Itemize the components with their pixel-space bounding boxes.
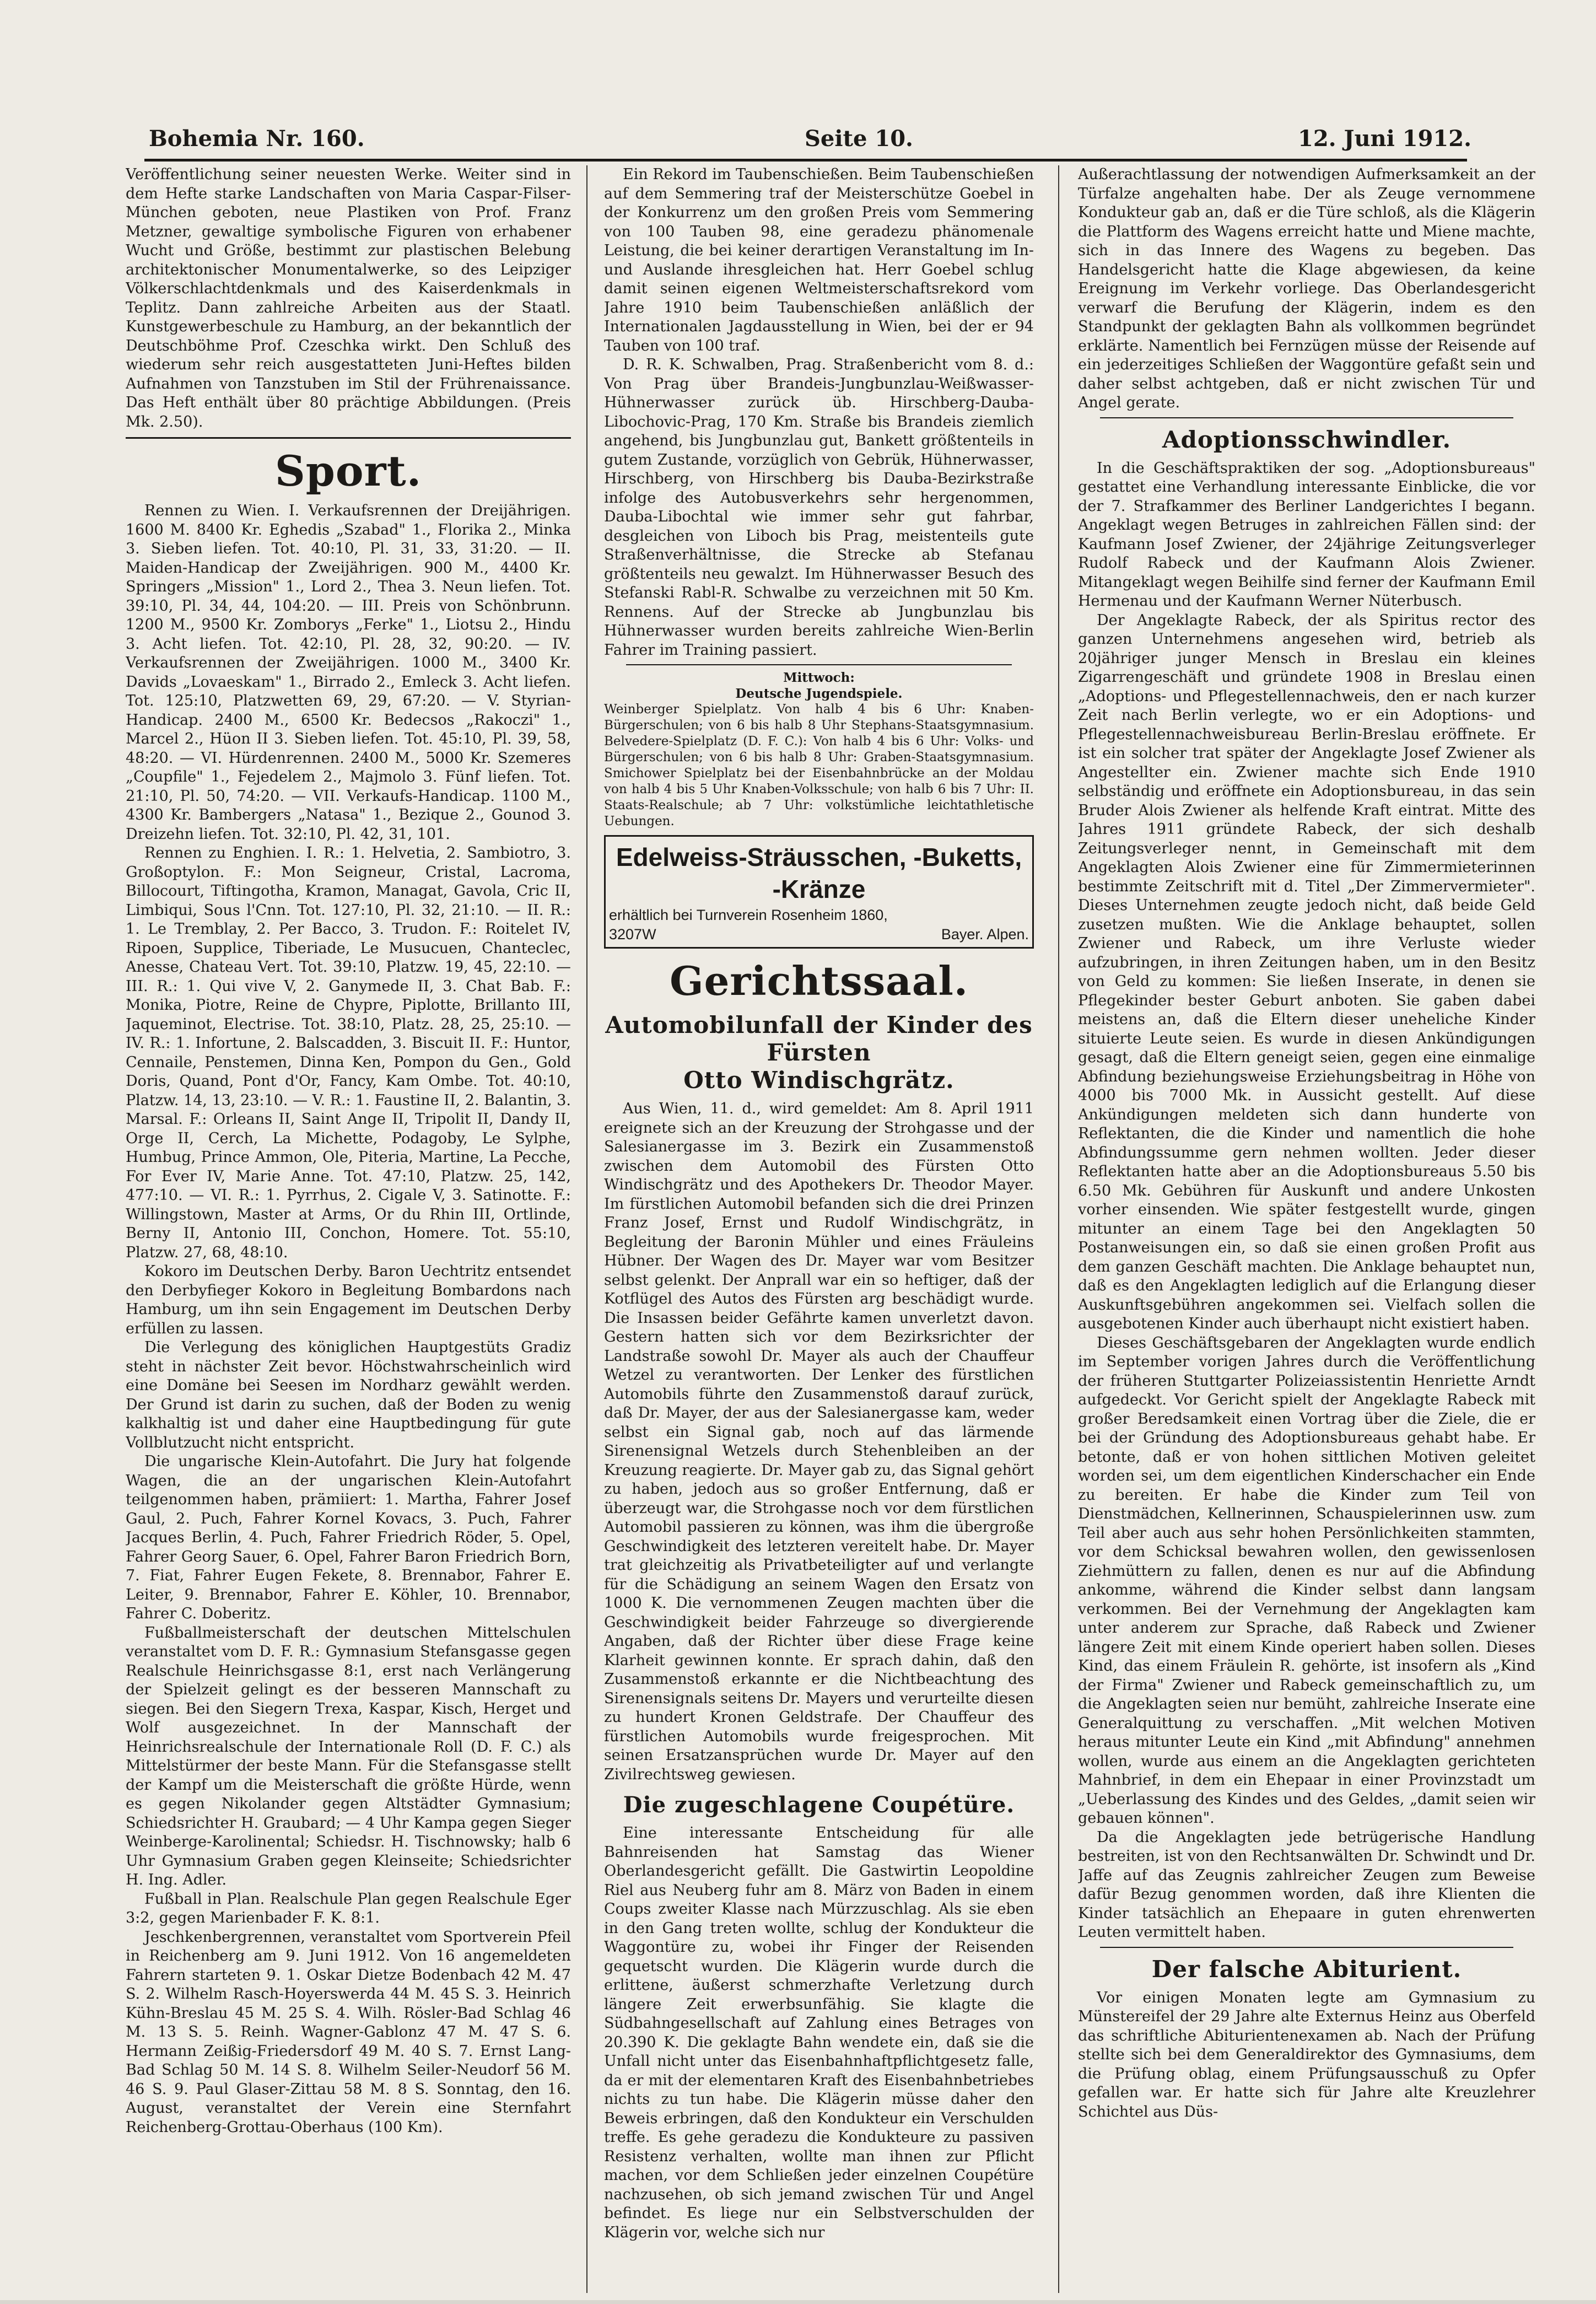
- ad-footer: [609, 925, 1029, 944]
- article-paragraph: Die ungarische Klein-Autofahrt. Die Jury hat folgende Wagen, die an der ungarischen Klein-Autofahrt teilgenommen haben, prämiiert: 1. Martha, Fahrer Josef Gaul, 2. Puch, Fahrer Kornel Kovacs, 3. Puch, Fahrer Jacques Berlin, 4. Puch, Fahrer Friedrich Röder, 5. Opel, Fahrer Georg Sauer, 6. Opel, Fahrer Baron Friedrich Born, 7. Fiat, Fahrer Eugen Fekete, 8. Brennabor, Fahrer E. Leiter, 9. Brennabor, Fahrer E. Köhler, 10. Brennabor, Fahrer C. Doberitz.: [126, 1453, 571, 1622]
- notice-text: Weinberger Spielplatz. Von halb 4 bis 6 Uhr: Knaben-Bürgerschulen; von 6 bis halb 8 Uhr Stephans-Staatsgymnasium. Belvedere-Spielplatz (D. F. C.): Von halb 4 bis 6 Uhr: Volks- und Bürgerschulen; von 6 bis halb 8 Uhr: Graben-Staatsgymnasium. Smichower Spielplatz bei der Eisenbahnbrücke an der Moldau von halb 4 bis 5 Uhr Knaben-Volksschule; von halb 6 bis 7 Uhr: II. Staats-Realschule; ab 7 Uhr: volkstümliche leichtathletische Uebungen.: [604, 702, 1034, 828]
- article-paragraph: Jeschkenbergrennen, veranstaltet vom Sportverein Pfeil in Reichenberg am 9. Juni 1912. Von 16 angemeldeten Fahrern starteten 9. 1. Oskar Dietze Bodenbach 42 M. 47 S. 2. Wilhelm Rasch-Hoyerswerda 44 M. 45 S. 3. Heinrich Kühn-Breslau 45 M. 25 S. 4. Wilh. Rösler-Bad Schlag 46 M. 13 S. 5. Reinh. Wagner-Gablonz 47 M. 47 S. 6. Hermann Zeißig-Friedersdorf 49 M. 40 S. 7. Ernst Lang-Bad Schlag 50 M. 14 S. 8. Wilhelm Seiler-Neudorf 56 M. 46 S. 9. Paul Glaser-Zittau 58 M. 8 S. Sonntag, den 16. August, veranstaltet der Verein eine Sternfahrt Reichenberg-Grottau-Oberhaus (100 Km).: [126, 1928, 571, 2136]
- section-rule: [1100, 417, 1513, 418]
- header-issue: Bohemia Nr. 160.: [149, 126, 365, 152]
- article-paragraph: Da die Angeklagten jede betrügerische Handlung bestreiten, ist von den Rechtsanwälten Dr. Schwindt und Dr. Jaffe auf das Zeugnis zahlreicher Zeugen zum Beweise dafür Bezug genommen worden, daß ihre Klienten die Kinder tatsächlich an Ehepaare in guten ehrenwerten Leuten vermittelt haben.: [1078, 1828, 1535, 1941]
- column-2: [604, 165, 1034, 2304]
- header-page-number: Seite 10.: [805, 126, 913, 152]
- section-heading-sport: Sport.: [274, 446, 422, 496]
- article-heading: Automobilunfall der Kinder des Fürsten: [605, 1011, 1033, 1066]
- article-paragraph: Fußballmeisterschaft der deutschen Mittelschulen veranstaltet vom D. F. R.: Gymnasium Stefansgasse gegen Realschule Heinrichsgasse 8:1, erst nach Verlängerung der Spielzeit gelingt es der besseren Mannschaft zu siegen. Bei den Siegern Trexa, Kaspar, Kisch, Herget und Wolf ausgezeichnet. In der Mannschaft der Heinrichsrealschule der Internationale Roll (D. F. C.) als Mittelstürmer der beste Mann. Für die Stefansgasse stellt der Kampf um die Meisterschaft die größte Hürde, wenn es gegen Nikolander gegen Altstädter Gymnasium; Schiedsrichter H. Graubard; — 4 Uhr Kampa gegen Sieger Weinberge-Karolinental; Schiedsr. H. Tischnowsky; halb 6 Uhr Gymnasium Graben gegen Kleinseite; Schiedsrichter H. Ing. Adler.: [126, 1624, 571, 1888]
- header-date: 12. Juni 1912.: [1298, 126, 1471, 152]
- notice-title: Mittwoch:: [783, 670, 855, 685]
- advertisement: [604, 835, 1034, 949]
- article-heading: Die zugeschlagene Coupétüre.: [623, 1792, 1015, 1818]
- article-paragraph: Der Angeklagte Rabeck, der als Spiritus rector des ganzen Unternehmens angesehen wird, betrieb als 20jähriger junger Mensch in Breslau ein kleines Zigarrengeschäft und gründete 1908 in Breslau einen „Adoptions- und Pflegestellennachweis, den er nach kurzer Zeit nach Berlin verlegte, wo er ein Adoptions- und Pflegestellennachweisbureau Berlin-Breslau eröffnete. Er ist ein solcher trat später der Angeklagte Josef Zwiener als Angestellter ein. Zwiener machte sich Ende 1910 selbständig und eröffnete ein Adoptionsbureau, in das sein Bruder Alois Zwiener als helfende Kraft eintrat. Mitte des Jahres 1911 gründete Rabeck, der sich deshalb Zeitungsverleger nennt, in Gemeinschaft mit dem Angeklagten Alois Zwiener eine für Zimmermieterinnen bestimmte Zeitschrift mit d. Titel „Der Zimmervermieter". Dieses Unternehmen zeugte jedoch nicht, daß beide Geld zusetzen mußten. Wie die Anklage behauptet, sollen Zwiener und Rabeck, um ihre Verluste wieder aufzubringen, in ihren Zeitungen haben, um in den Besitz von Geld zu kommen: Sie ließen Inserate, in denen sie Pflegekinder bester Geburt anboten. Sie gaben dabei meistens an, daß die Eltern dieser uneheliche Kinder situierte Leute seien. Es wurde in diesen Ankündigungen gesagt, daß die Eltern geneigt seien, gegen eine einmalige Abfindung beziehungsweise Erziehungsbeitrag in Höhe von 4000 bis 7000 Mk. in Aussicht gestellt. Auf diese Ankündigungen meldeten sich dann hunderte von Reflektanten, die die Kinder und namentlich die hohe Abfindungssumme gern nehmen wollten. Jeder dieser Reflektanten hatte aber an die Adoptionsbureaus 5.50 bis 6.50 Mk. Gebühren für Auskunft und andere Unkosten vorher einsenden. Wie später festgestellt wurde, gingen mitunter an einem Tage bei den Angeklagten 50 Postanweisungen ein, so daß sie einen großen Profit aus dem ganzen Geschäft machten. Die Anklage behauptet nun, daß es den Angeklagten lediglich auf die Erlangung dieser Auskunftsgebühren angekommen sei. Vielfach sollen die ausgebotenen Kinder auch überhaupt nicht existiert haben.: [1078, 611, 1535, 1332]
- ad-line: erhältlich bei Turnverein Rosenheim 1860,: [609, 907, 888, 923]
- article-heading: Adoptionsschwindler.: [1162, 426, 1452, 453]
- header-rule: [144, 159, 1467, 162]
- article-paragraph: Fußball in Plan. Realschule Plan gegen Realschule Eger 3:2, gegen Marienbader F. K. 8:1.: [126, 1890, 571, 1926]
- article-paragraph: Rennen zu Wien. I. Verkaufsrennen der Dreijährigen. 1600 M. 8400 Kr. Eghedis „Szabad" 1., Florika 2., Minka 3. Sieben liefen. Tot. 40:10, Pl. 31, 33, 31:20. — II. Maiden-Handicap der Zweijährigen. 900 M., 4400 Kr. Springers „Mission" 1., Lord 2., Thea 3. Neun liefen. Tot. 39:10, Pl. 34, 44, 104:20. — III. Preis von Schönbrunn. 1200 M., 9500 Kr. Zomborys „Ferke" 1., Liotsu 2., Hindu 3. Acht liefen. Tot. 42:10, Pl. 28, 32, 90:20. — IV. Verkaufsrennen der Zweijährigen. 1000 M., 3400 Kr. Davids „Lovaeskam" 1., Birrado 2., Emleck 3. Acht liefen. Tot. 125:10, Platzwetten 69, 29, 67:20. — V. Styrian-Handicap. 2400 M., 6500 Kr. Bedecsos „Rakoczi" 1., Marcel 2., Hüon II 3. Sieben liefen. Tot. 45:10, Pl. 39, 58, 48:20. — VI. Hürdenrennen. 2400 M., 5000 Kr. Szemeres „Coupfile" 1., Fejedelem 2., Majmolo 3. Fünf liefen. Tot. 21:10, Pl. 50, 74:20. — VII. Verkaufs-Handicap. 1100 M., 4300 Kr. Bambergers „Natasa" 1., Bezique 2., Gounod 3. Dreizehn liefen. Tot. 32:10, Pl. 42, 31, 101.: [126, 502, 571, 843]
- ad-code: 3207W: [609, 926, 656, 943]
- section-rule: [1100, 1947, 1513, 1948]
- column-1: [126, 165, 571, 2304]
- article-paragraph: Rennen zu Enghien. I. R.: 1. Helvetia, 2. Sambiotro, 3. Großoptylon. F.: Mon Seigneur, Cristal, Lacroma, Billocourt, Tiftingotha, Kramon, Managat, Gavola, Cric II, Limbiqui, Sous l'Cnn. Tot. 127:10, Pl. 32, 21:10. — II. R.: 1. Le Tremblay, 2. Per Bacco, 3. Trudon. F.: Roitelet IV, Ripoen, Supplice, Tiberiade, Le Musucuen, Chanteclec, Anesse, Chateau Vert. Tot. 39:10, Platzw. 19, 45, 22:10. — III. R.: 1. Qui vive V, 2. Ganymede II, 3. Chat Bab. F.: Monika, Piotre, Reine de Chypre, Piplotte, Brillanto III, Jaqueminot, Electrise. Tot. 38:10, Platz. 28, 25, 25:10. — IV. R.: 1. Infortune, 2. Balscadden, 3. Biscuit II. F.: Huntor, Cennaile, Penstemen, Dinna Ken, Pompon du Gen., Gold Doris, Quand, Pont d'Or, Fancy, Kam Ombe. Tot. 40:10, Platzw. 14, 13, 23:10. — V. R.: 1. Faustine II, 2. Balantin, 3. Marsal. F.: Orleans II, Saint Ange II, Tripolit II, Dandy II, Orge II, Cerch, La Michette, Podagoby, Le Sylphe, Humbug, Prince Ammon, Ole, Piteria, Martine, La Pecche, For Ever IV, Marie Anne. Tot. 47:10, Platzw. 25, 142, 477:10. — VI. R.: 1. Pyrrhus, 2. Cigale V, 3. Satinotte. F.: Willingstown, Master at Arms, Or du Rhin III, Ortlinde, Berny II, Antonio III, Conchon, Homere. Tot. 55:10, Platzw. 27, 68, 48:10.: [126, 844, 571, 1261]
- column-divider: [1058, 165, 1059, 2293]
- article-paragraph: In die Geschäftspraktiken der sog. „Adoptionsbureaus" gestattet eine Verhandlung interessante Einblicke, die vor der 7. Strafkammer des Berliner Landgerichtes I begann. Angeklagt wegen Betruges in zahlreichen Fällen sind: der Kaufmann Josef Zwiener, der 24jährige Zeitungsverleger Rudolf Rabeck und der Kaufmann Alois Zwiener. Mitangeklagt wegen Beihilfe sind ferner der Kaufmann Emil Hermenau und der Kaufmann Werner Nüterbusch.: [1078, 459, 1535, 610]
- ad-place: Bayer. Alpen.: [941, 926, 1029, 943]
- article-heading: Otto Windischgrätz.: [683, 1067, 955, 1094]
- column-3: [1078, 165, 1535, 2304]
- section-rule: [126, 437, 571, 439]
- article-paragraph: Dieses Geschäftsgebaren der Angeklagten wurde endlich im September vorigen Jahres durch die Veröffentlichung der früheren Stuttgarter Polizeiassistentin Henriette Arndt aufgedeckt. Vor Gericht spielt der Angeklagte Rabeck mit großer Beredsamkeit einen Vortrag über die Ziele, die er bei der Gründung des Adoptionsbureaus gehabt habe. Er betonte, daß er von hohen sittlichen Motiven geleitet worden sei, um dem eigentlichen Kinderschacher ein Ende zu bereiten. Er habe die Kinder zum Teil von Dienstmädchen, Kellnerinnen, Schauspielerinnen usw. zum Teil aber auch aus sehr hohen Persönlichkeiten stammten, vor dem Schicksal bewahren wollen, den gewissenlosen Ziehmüttern zu fallen, denen es nur auf die Abfindung ankomme, während die Kinder selbst dann langsam verkommen. Bei der Vernehmung der Angeklagten kam unter anderem zur Sprache, daß Rabeck und Zwiener längere Zeit mit einem Kinde operiert haben sollen. Dieses Kind, das einem Fräulein R. gehörte, ist insofern als „Kind der Firma" Zwiener und Rabeck gemeinschaftlich zu, um die Angeklagten seien nur bemüht, zahlreiche Inserate eine Generalquittung zu verschaffen. „Mit welchen Motiven heraus mitunter Leute ein Kind „mit Abfindung" annehmen wollen, wurde aus einem an die Angeklagten gerichteten Mahnbrief, in dem ein Ehepaar in einer Provinzstadt um „Ueberlassung des Kindes und des Geldes, „damit seien wir gebauen können".: [1078, 1334, 1535, 1827]
- article-paragraph: Außerachtlassung der notwendigen Aufmerksamkeit an der Türfalze angehalten habe. Der als Zeuge vernommene Kondukteur gab an, daß er die Türe schloß, als die Klägerin die Plattform des Wagens erreicht hatte und Miene machte, sich in das Innere des Wagens zu begeben. Das Handelsgericht hatte die Klage abgewiesen, da keine Ereignung im Verkehr vorliege. Das Oberlandesgericht verwarf die Berufung der Klägerin, indem es den Standpunkt der geklagten Bahn als vollkommen begründet erklärte. Namentlich bei Fernzügen müsse der Reisende auf ein jederzeitiges Schließen der Waggontüre gefaßt sein und daher selbst achtgeben, daß er nicht zwischen Tür und Angel gerate.: [1078, 166, 1535, 411]
- article-paragraph: D. R. K. Schwalben, Prag. Straßenbericht vom 8. d.: Von Prag über Brandeis-Jungbunzlau-Weißwasser-Hühnerwasser zurück üb. Hirschberg-Dauba-Libochovic-Prag, 170 Km. Straße bis Brandeis ziemlich angehend, bis Jungbunzlau gut, Bankett größtenteils in gutem Zustande, vorzüglich von Gebrük, Hühnerwasser, Hirschberg, von Hirschberg bis Dauba-Bezirkstraße infolge des Autobusverkehrs sehr hergenommen, Dauba-Libochtal wie immer sehr gut fahrbar, desgleichen von Liboch bis Prag, meistenteils gute Straßenverhältnisse, die Strecke ab Stefanau größtenteils neu gewalzt. Im Hühnerwasser Besuch des Stefanski Rabl-R. Schwalbe zu verzeichnen mit 50 Km. Rennens. Auf der Strecke ab Jungbunzlau bis Hühnerwasser wurden bereits zahlreiche Wien-Berlin Fahrer im Training passiert.: [604, 356, 1034, 659]
- column-divider: [586, 165, 587, 2293]
- article-paragraph: Kokoro im Deutschen Derby. Baron Uechtritz entsendet den Derbyfieger Kokoro in Begleitung Bombardons nach Hamburg, um ihn sein Engagement im Deutschen Derby erfüllen zu lassen.: [126, 1263, 571, 1337]
- section-rule: [626, 664, 1012, 665]
- article-paragraph: Aus Wien, 11. d., wird gemeldet: Am 8. April 1911 ereignete sich an der Kreuzung der Strohgasse und der Salesianergasse im 3. Bezirk ein Zusammenstoß zwischen dem Automobil des Fürsten Otto Windischgrätz und des Apothekers Dr. Theodor Mayer. Im fürstlichen Automobil befanden sich die drei Prinzen Franz Josef, Ernst und Rudolf Windischgrätz, in Begleitung der Baronin Mühler und eines Fräuleins Hübner. Der Wagen des Dr. Mayer war vom Besitzer selbst gelenkt. Der Anprall war ein so heftiger, daß der Kotflügel des Autos des Fürsten arg beschädigt wurde. Die Insassen beider Gefährte kamen unverletzt davon. Gestern hatten sich vor dem Bezirksrichter der Landstraße sowohl Dr. Mayer als auch der Chauffeur Wetzel zu verantworten. Der Lenker des fürstlichen Automobils führte den Zusammenstoß darauf zurück, daß Dr. Mayer, der aus der Salesianergasse kam, weder selbst ein Signal gab, noch auf das lärmende Sirenensignal Wetzels durch Stehenbleiben an der Kreuzung reagierte. Dr. Mayer gab zu, das Signal gehört zu haben, jedoch aus so großer Entfernung, daß er überzeugt war, die Strohgasse noch vor dem fürstlichen Automobil passieren zu können, was ihm die übergroße Geschwindigkeit des letzteren vereitelt habe. Dr. Mayer trat gleichzeitig als Privatbeteiligter auf und verlangte für die Schädigung an seinem Wagen den Ersatz von 1000 K. Die vernommenen Zeugen machten über die Geschwindigkeit beider Fahrzeuge so divergierende Angaben, daß der Richter über diese Frage keine Klarheit gewinnen konnte. Er sprach dahin, daß den Zusammenstoß erkannte er die Nichtbeachtung des Sirenensignals seitens Dr. Mayers und verurteilte diesen zu hundert Kronen Geldstrafe. Der Chauffeur des fürstlichen Automobils wurde freigesprochen. Mit seinen Ersatzansprüchen wurde Dr. Mayer auf den Zivilrechtsweg gewiesen.: [604, 1100, 1034, 1783]
- article-heading: Der falsche Abiturient.: [1151, 1955, 1462, 1983]
- article-paragraph: Ein Rekord im Taubenschießen. Beim Taubenschießen auf dem Semmering traf der Meisterschütze Goebel in der Konkurrenz um den großen Preis vom Semmering von 100 Tauben 98, eine geradezu phänomenale Leistung, die bei keiner derartigen Veranstaltung im In- und Auslande ihresgleichen hat. Herr Goebel schlug damit seinen eigenen Weltmeisterschaftsrekord vom Jahre 1910 beim Taubenschießen anläßlich der Internationalen Jagdausstellung in Wien, bei der er 94 Tauben von 100 traf.: [604, 166, 1034, 354]
- section-heading-gerichtssaal: Gerichtssaal.: [670, 957, 968, 1004]
- page-header: [149, 122, 1471, 158]
- ad-title: Edelweiss-Sträusschen, -Buketts, -Kränze: [616, 843, 1022, 903]
- article-paragraph: Eine interessante Entscheidung für alle Bahnreisenden hat Samstag das Wiener Oberlandesgericht gefällt. Die Gastwirtin Leopoldine Riel aus Neuberg fuhr am 8. März von Baden in einem Coups zweiter Klasse nach Mürzzuschlag. Als sie eben in den Gang treten wollte, schlug der Kondukteur die Waggontüre zu, wobei ihr Finger der Reisenden gequetscht wurden. Die Klägerin wurde durch die erlittene, äußerst schmerzhafte Verletzung durch längere Zeit erwerbsunfähig. Sie klagte die Südbahngesellschaft auf Zahlung eines Betrages von 20.390 K. Die geklagte Bahn wendete ein, daß sie die Unfall nicht unter das Eisenbahnhaftpflichtgesetz falle, da er mit der elementaren Kraft des Eisenbahnbetriebes nichts zu tun habe. Die Klägerin müsse daher den Beweis erbringen, daß den Kondukteur ein Verschulden treffe. Es gehe geradezu die Kondukteure zu passiven Resistenz verhalten, wollte man ihnen zur Pflicht machen, vor dem Schließen jeder einzelnen Coupétüre nachzusehen, ob sich jemand zwischen Tür und Angel befindet. Es liege nur ein Selbstverschulden der Klägerin vor, welche sich nur: [604, 1824, 1034, 2241]
- notice-title: Deutsche Jugendspiele.: [735, 686, 903, 701]
- article-paragraph: Die Verlegung des königlichen Hauptgestüts Gradiz steht in nächster Zeit bevor. Höchstwahrscheinlich wird eine Domäne bei Seesen im Nordharz gewählt werden. Der Grund ist darin zu suchen, daß der Boden zu wenig kalkhaltig ist und daher eine Hauptbedingung für gute Vollblutzucht nicht entspricht.: [126, 1339, 571, 1451]
- article-paragraph: Vor einigen Monaten legte am Gymnasium zu Münstereifel der 29 Jahre alte Externus Heinz aus Oberfeld das schriftliche Abiturientenexamen ab. Nach der Prüfung stellte sich bei dem Generaldirektor des Gymnasiums, dem die Prüfung oblag, einem Prüfungsausschuß zu Opfer gefallen war. Er hatte sich für Jahre alte Kreuzlehrer Schichtel aus Düs-: [1078, 1989, 1535, 2120]
- article-paragraph: Veröffentlichung seiner neuesten Werke. Weiter sind in dem Hefte starke Landschaften von Maria Caspar-Filser-München geboten, neue Plastiken von Prof. Franz Metzner, gewaltige symbolische Figuren von erhabener Wucht und Größe, bestimmt zur plastischen Belebung architektonischer Monumentalwerke, so des Leipziger Völkerschlachtdenkmals und des Kaiserdenkmals in Teplitz. Dann zahlreiche Arbeiten aus der Staatl. Kunstgewerbeschule zu Hamburg, an der bekanntlich der Deutschböhme Prof. Czeschka wirkt. Den Schluß des wiederum sehr reich ausgestatteten Juni-Heftes bilden Aufnahmen von Tanzstuben im Stil der Frührenaissance. Das Heft enthält über 80 prächtige Abbildungen. (Preis Mk. 2.50).: [126, 166, 571, 430]
